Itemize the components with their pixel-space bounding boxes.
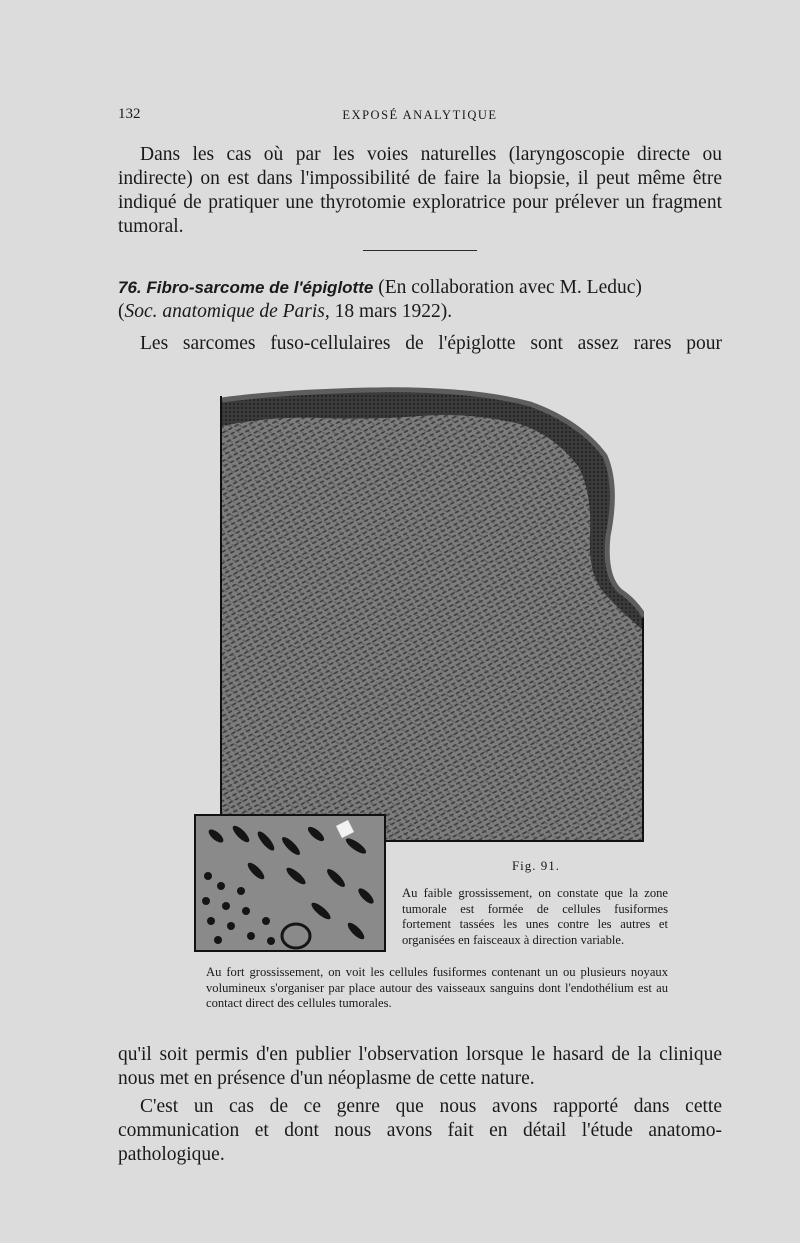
running-head: EXPOSÉ ANALYTIQUE [342, 108, 498, 122]
paragraph-publication: qu'il soit permis d'en publier l'observation lorsque le hasard de la clinique nous met en présence d'un néoplasme de cette nature. [118, 1044, 722, 1089]
figure-caption-low-magnification: Au faible grossissement, on constate que la zone tumorale est formée de cellules fusiformes fortement tassées les unes contre les autres et organisées en faisceaux à direction variable. [402, 886, 668, 947]
section-divider [363, 250, 477, 251]
histology-figure-low-magnification [220, 386, 644, 842]
paragraph-biopsy: Dans les cas où par les voies naturelles (laryngoscopie directe ou indirecte) on est dans l'impossibilité de faire la biopsie, il peut même être indiqué de pratiquer une thyrotomie exploratrice pour prélever un fragment tumoral. [118, 144, 722, 237]
paragraph-communication: C'est un cas de ce genre que nous avons rapporté dans cette communication et dont nous avons fait en détail l'étude anatomo-pathologique. [118, 1096, 722, 1165]
figure-label: Fig. 91. [511, 858, 561, 873]
section-collaboration: (En collaboration avec M. Leduc) [373, 277, 642, 298]
source-open-paren: ( [118, 301, 125, 322]
paragraph-intro: Les sarcomes fuso-cellulaires de l'épiglotte sont assez rares pour [140, 333, 722, 354]
page-number: 132 [118, 106, 141, 122]
figure-caption-high-magnification: Au fort grossissement, on voit les cellules fusiformes contenant un ou plusieurs noyaux volumineux s'organiser par place autour des vaisseaux sanguins dont l'endothélium est au contact direct des cellules tumorales. [206, 965, 668, 1011]
section-source-journal: Soc. anatomique de Paris, [124, 301, 330, 322]
section-source-date: 18 mars 1922). [329, 301, 453, 322]
section-heading [118, 276, 722, 324]
page-header [118, 106, 722, 128]
section-title: 76. Fibro-sarcome de l'épiglotte [118, 278, 374, 297]
histology-inset-high-magnification [194, 814, 386, 952]
